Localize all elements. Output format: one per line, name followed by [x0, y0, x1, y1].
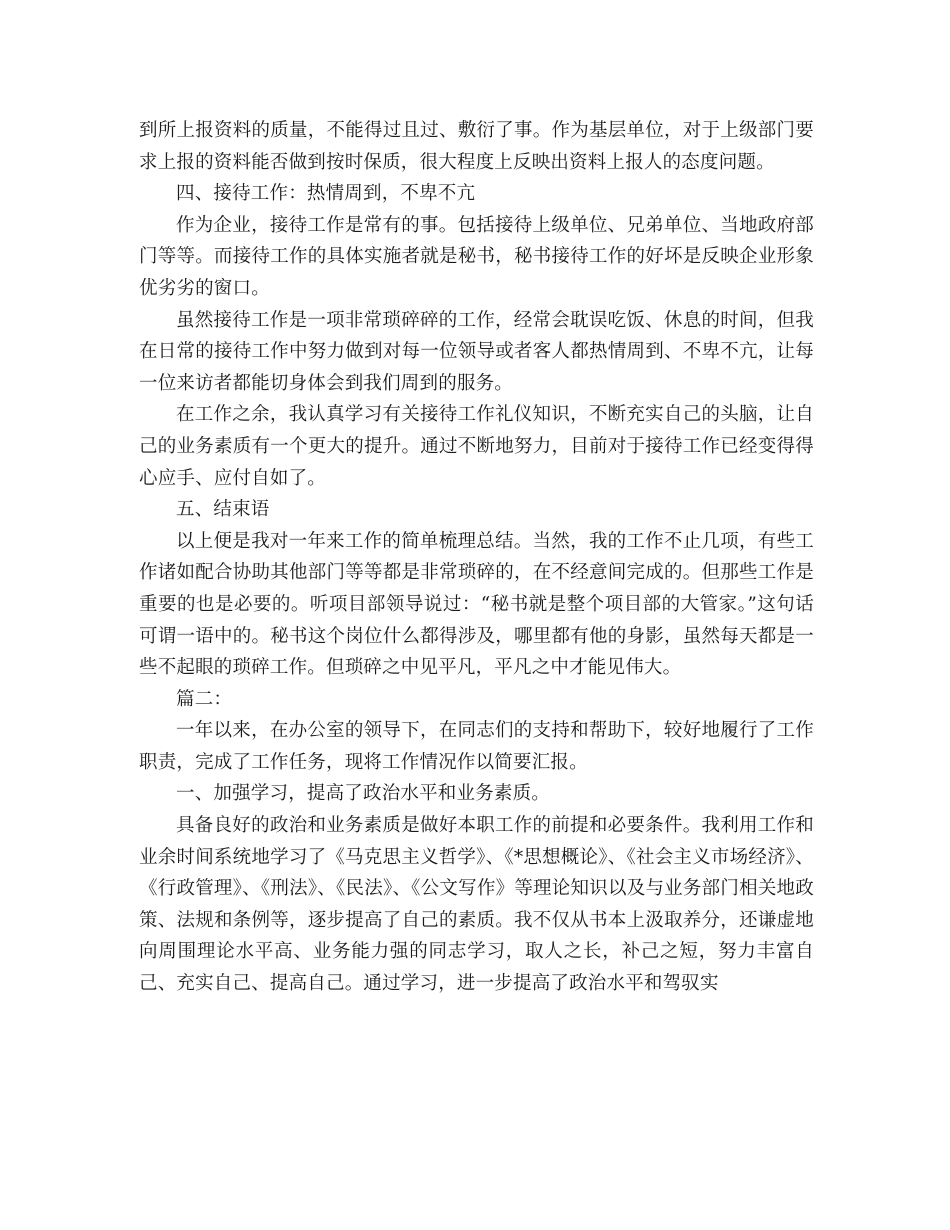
paragraph: 虽然接待工作是一项非常琐碎碎的工作，经常会耽误吃饭、休息的时间，但我在日常的接待工作中努力做到对每一位领导或者客人都热情周到、不卑不亢，让每一位来访者都能切身体会到我们周到的服务。	[139, 309, 814, 394]
section-heading: 四、接待工作：热情周到，不卑不亢	[176, 183, 476, 205]
section-heading: 五、结束语	[176, 499, 270, 521]
paragraph: 一年以来，在办公室的领导下，在同志们的支持和帮助下，较好地履行了工作职责，完成了工作任务，现将工作情况作以简要汇报。	[139, 720, 814, 773]
part-heading: 篇二：	[176, 688, 233, 710]
paragraph: 在工作之余，我认真学习有关接待工作礼仪知识，不断充实自己的头脑，让自己的业务素质有一个更大的提升。通过不断地努力，目前对于接待工作已经变得得心应手、应付自如了。	[139, 404, 814, 489]
paragraph: 作为企业，接待工作是常有的事。包括接待上级单位、兄弟单位、当地政府部门等等。而接待工作的具体实施者就是秘书，秘书接待工作的好坏是反映企业形象优劣劣的窗口。	[139, 214, 814, 299]
section-heading: 一、加强学习，提高了政治水平和业务素质。	[176, 783, 551, 805]
paragraph: 以上便是我对一年来工作的简单梳理总结。当然，我的工作不止几项，有些工作诸如配合协助其他部门等等都是非常琐碎的，在不经意间完成的。但那些工作是重要的也是必要的。听项目部领导说过：“秘书就是整个项目部的大管家。”这句话可谓一语中的。秘书这个岗位什么都得涉及，哪里都有他的身影，虽然每天都是一些不起眼的琐碎工作。但琐碎之中见平凡，平凡之中才能见伟大。	[139, 530, 814, 679]
paragraph: 到所上报资料的质量，不能得过且过、敷衍了事。作为基层单位，对于上级部门要求上报的资料能否做到按时保质，很大程度上反映出资料上报人的态度问题。	[139, 120, 814, 173]
paragraph: 具备良好的政治和业务素质是做好本职工作的前提和必要条件。我利用工作和业余时间系统地学习了《马克思主义哲学》、《*思想概论》、《社会主义市场经济》、《行政管理》、《刑法》、《民法》、《公文写作》等理论知识以及与业务部门相关地政策、法规和条例等，逐步提高了自己的素质。我不仅从书本上汲取养分，还谦虚地向周围理论水平高、业务能力强的同志学习，取人之长，补己之短，努力丰富自己、充实自己、提高自己。通过学习，进一步提高了政治水平和驾驭实	[139, 815, 814, 995]
document-body	[139, 115, 814, 1000]
